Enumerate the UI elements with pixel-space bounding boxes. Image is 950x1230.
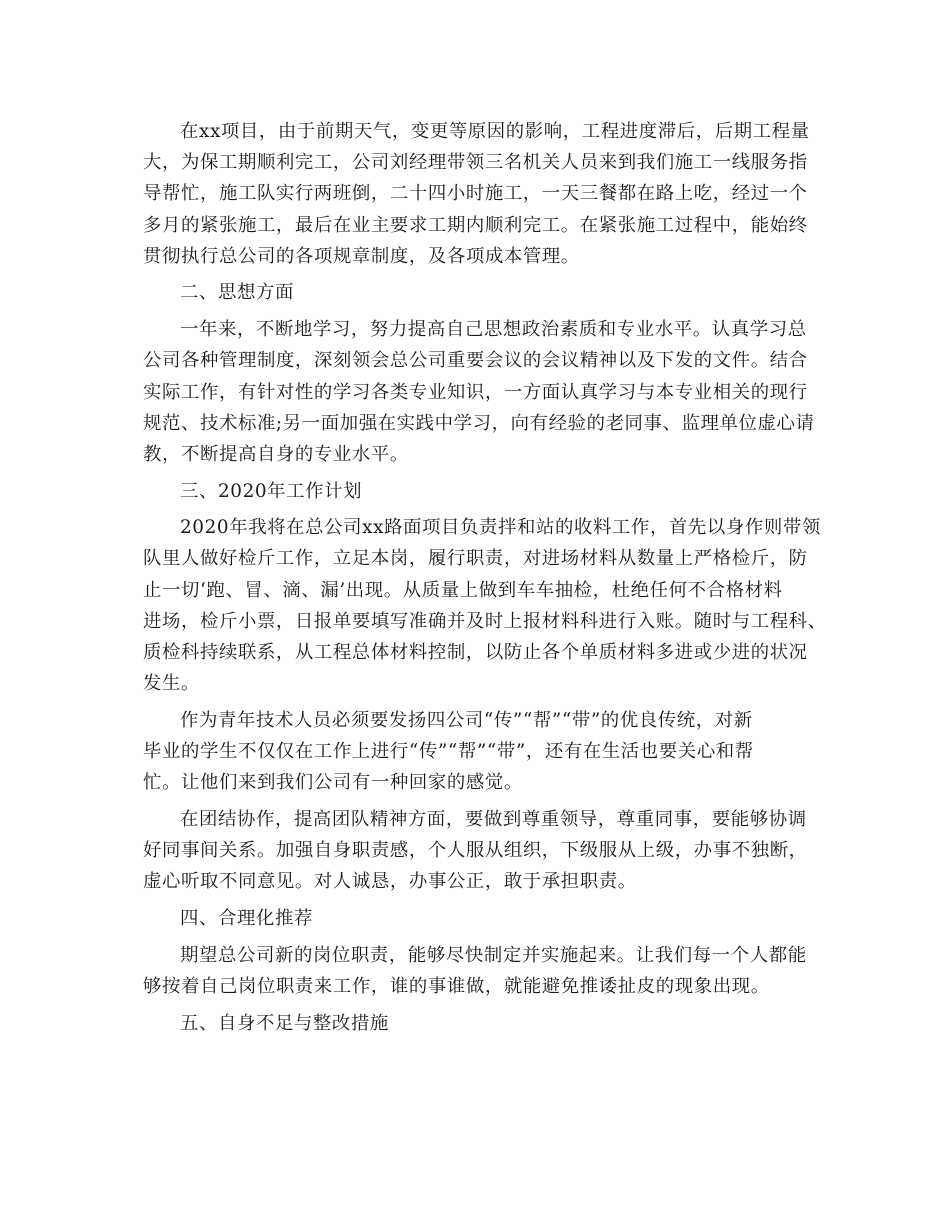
paragraph-line: 规范、技术标准;另一面加强在实践中学习，向有经验的老同事、监理单位虚心请: [143, 412, 815, 434]
paragraph-mentoring: [143, 705, 807, 799]
paragraph-line: 虚心听取不同意见。对人诚恳，办事公正，敢于承担职责。: [143, 871, 637, 893]
paragraph-line: 在团结协作，提高团队精神方面，要做到尊重领导，尊重同事，要能够协调: [180, 808, 807, 830]
paragraph-line: 好同事间关系。加强自身职责感，个人服从组织，下级服从上级，办事不独断，: [143, 840, 808, 862]
paragraph-recommendation: [143, 940, 807, 1002]
paragraph-line: 一年来，不断地学习，努力提高自己思想政治素质和专业水平。认真学习总: [180, 319, 807, 341]
paragraph-line: 进场，检斤小票，日报单要填写准确并及时上报材料科进行入账。随时与工程科、: [143, 610, 827, 632]
section-heading-shortcomings: 五、自身不足与整改措施: [180, 1012, 389, 1034]
paragraph-line: 够按着自己岗位职责来工作，谁的事谁做，就能避免推诿扯皮的现象出现。: [143, 975, 770, 997]
paragraph-line: 队里人做好检斤工作，立足本岗，履行职责，对进场材料从数量上严格检斤，防: [143, 548, 808, 570]
section-heading-recommendation: 四、合理化推荐: [180, 908, 313, 929]
paragraph-line: 大，为保工期顺利完工，公司刘经理带领三名机关人员来到我们施工一线服务指: [143, 152, 808, 174]
paragraph-line: 教，不断提高自身的专业水平。: [143, 443, 409, 465]
paragraph-line: 导帮忙，施工队实行两班倒，二十四小时施工，一天三餐都在路上吃，经过一个: [143, 183, 808, 205]
paragraph-line: 在xx项目，由于前期天气，变更等原因的影响，工程进度滞后，后期工程量: [180, 121, 810, 142]
paragraph-line: 作为青年技术人员必须要发扬四公司“传”“帮”“带”的优良传统，对新: [180, 709, 753, 731]
paragraph-line: 贯彻执行总公司的各项规章制度，及各项成本管理。: [143, 245, 580, 267]
section-heading-thinking: 二、思想方面: [180, 282, 294, 304]
paragraph-teamwork: [143, 804, 807, 898]
paragraph-line: 质检科持续联系，从工程总体材料控制，以防止各个单质材料多进或少进的状况: [143, 642, 808, 663]
paragraph-line: 2020年我将在总公司xx路面项目负责拌和站的收料工作，首先以身作则带领: [180, 517, 821, 539]
section-heading-work-plan: 三、2020年工作计划: [180, 480, 363, 502]
document-page: [143, 116, 827, 1039]
paragraph-line: 止一切‘跑、冒、滴、漏’出现。从质量上做到车车抽检，杜绝任何不合格材料: [143, 579, 783, 601]
paragraph-project-completion: [143, 116, 810, 272]
paragraph-work-plan: [143, 512, 827, 699]
paragraph-line: 发生。: [143, 673, 200, 695]
paragraph-line: 忙。让他们来到我们公司有一种回家的感觉。: [143, 772, 523, 794]
paragraph-study: [143, 314, 815, 470]
paragraph-line: 毕业的学生不仅仅在工作上进行“传”“帮”“带”，还有在生活也要关心和帮: [143, 741, 754, 763]
paragraph-line: 期望总公司新的岗位职责，能够尽快制定并实施起来。让我们每一个人都能: [180, 944, 807, 966]
paragraph-line: 实际工作，有针对性的学习各类专业知识，一方面认真学习与本专业相关的现行: [143, 381, 808, 403]
paragraph-line: 多月的紧张施工，最后在业主要求工期内顺利完工。在紧张施工过程中，能始终: [143, 214, 808, 236]
paragraph-line: 公司各种管理制度，深刻领会总公司重要会议的会议精神以及下发的文件。结合: [143, 350, 808, 372]
